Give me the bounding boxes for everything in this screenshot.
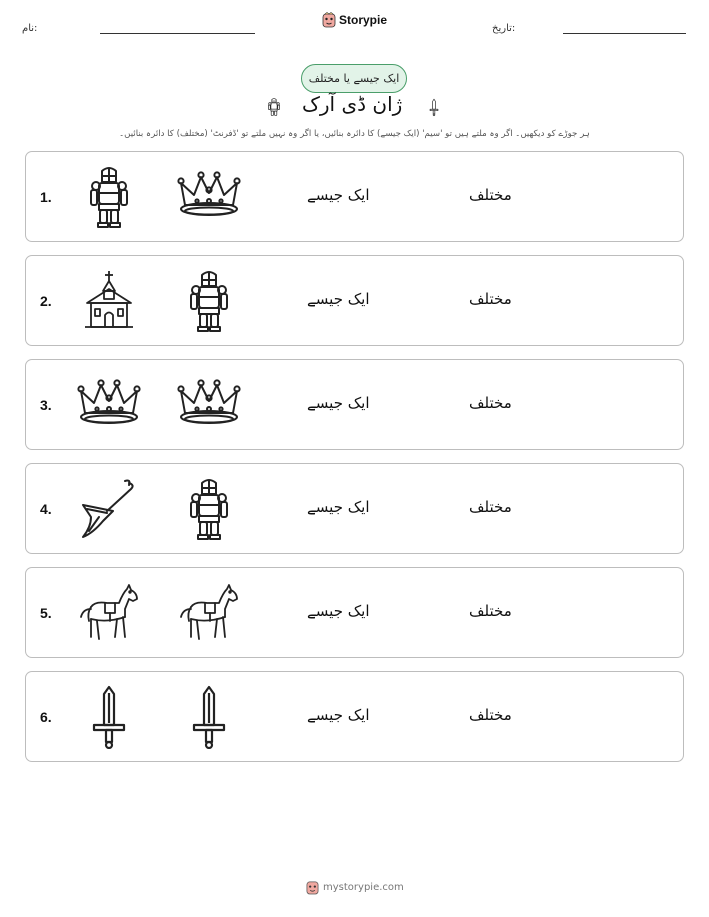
topic-pill: ایک جیسے یا مختلف	[301, 64, 407, 93]
church-icon	[77, 269, 141, 333]
date-line[interactable]	[563, 33, 686, 34]
brand-logo	[322, 12, 387, 28]
crown-icon	[177, 165, 241, 229]
sword-icon	[425, 92, 443, 122]
knight-icon	[264, 92, 284, 122]
option-different[interactable]: مختلف	[469, 394, 512, 412]
footer	[306, 880, 404, 895]
exercise-row	[25, 671, 684, 762]
name-line[interactable]	[100, 33, 255, 34]
option-different[interactable]: مختلف	[469, 290, 512, 308]
row-number: 1.	[40, 189, 52, 205]
date-label: تاریخ:	[492, 23, 516, 34]
instructions: ہر جوڑے کو دیکھیں۔ اگر وہ ملتے ہیں تو 'سیم' (ایک جیسے) کا دائرہ بنائیں، یا اگر وہ نہیں ملتے تو 'ڈفرنٹ' (مختلف) کا دائرہ بنائیں۔	[119, 129, 590, 139]
brand-name: Storypie	[339, 13, 388, 27]
row-number: 5.	[40, 605, 52, 621]
footer-url[interactable]: mystorypie.com	[323, 882, 404, 893]
exercise-row	[25, 359, 684, 450]
row-number: 2.	[40, 293, 52, 309]
row-number: 4.	[40, 501, 52, 517]
exercise-row	[25, 151, 684, 242]
crown-icon	[77, 373, 141, 437]
sword-icon	[77, 685, 141, 749]
option-same[interactable]: ایک جیسے	[307, 602, 370, 620]
option-same[interactable]: ایک جیسے	[307, 498, 370, 516]
storypie-logo-icon	[306, 880, 319, 895]
option-same[interactable]: ایک جیسے	[307, 394, 370, 412]
sword-icon	[177, 685, 241, 749]
exercise-row	[25, 463, 684, 554]
storypie-logo-icon	[322, 12, 336, 28]
option-same[interactable]: ایک جیسے	[307, 186, 370, 204]
horse-icon	[77, 581, 141, 645]
row-number: 3.	[40, 397, 52, 413]
name-label: نام:	[22, 23, 38, 34]
knight-icon	[77, 165, 141, 229]
option-same[interactable]: ایک جیسے	[307, 290, 370, 308]
page-title: ژان ڈی آرک	[302, 92, 403, 116]
option-same[interactable]: ایک جیسے	[307, 706, 370, 724]
plow-icon	[77, 477, 141, 541]
option-different[interactable]: مختلف	[469, 706, 512, 724]
exercise-row	[25, 567, 684, 658]
crown-icon	[177, 373, 241, 437]
exercise-row	[25, 255, 684, 346]
option-different[interactable]: مختلف	[469, 602, 512, 620]
knight-icon	[177, 477, 241, 541]
knight-icon	[177, 269, 241, 333]
horse-icon	[177, 581, 241, 645]
option-different[interactable]: مختلف	[469, 498, 512, 516]
option-different[interactable]: مختلف	[469, 186, 512, 204]
row-number: 6.	[40, 709, 52, 725]
